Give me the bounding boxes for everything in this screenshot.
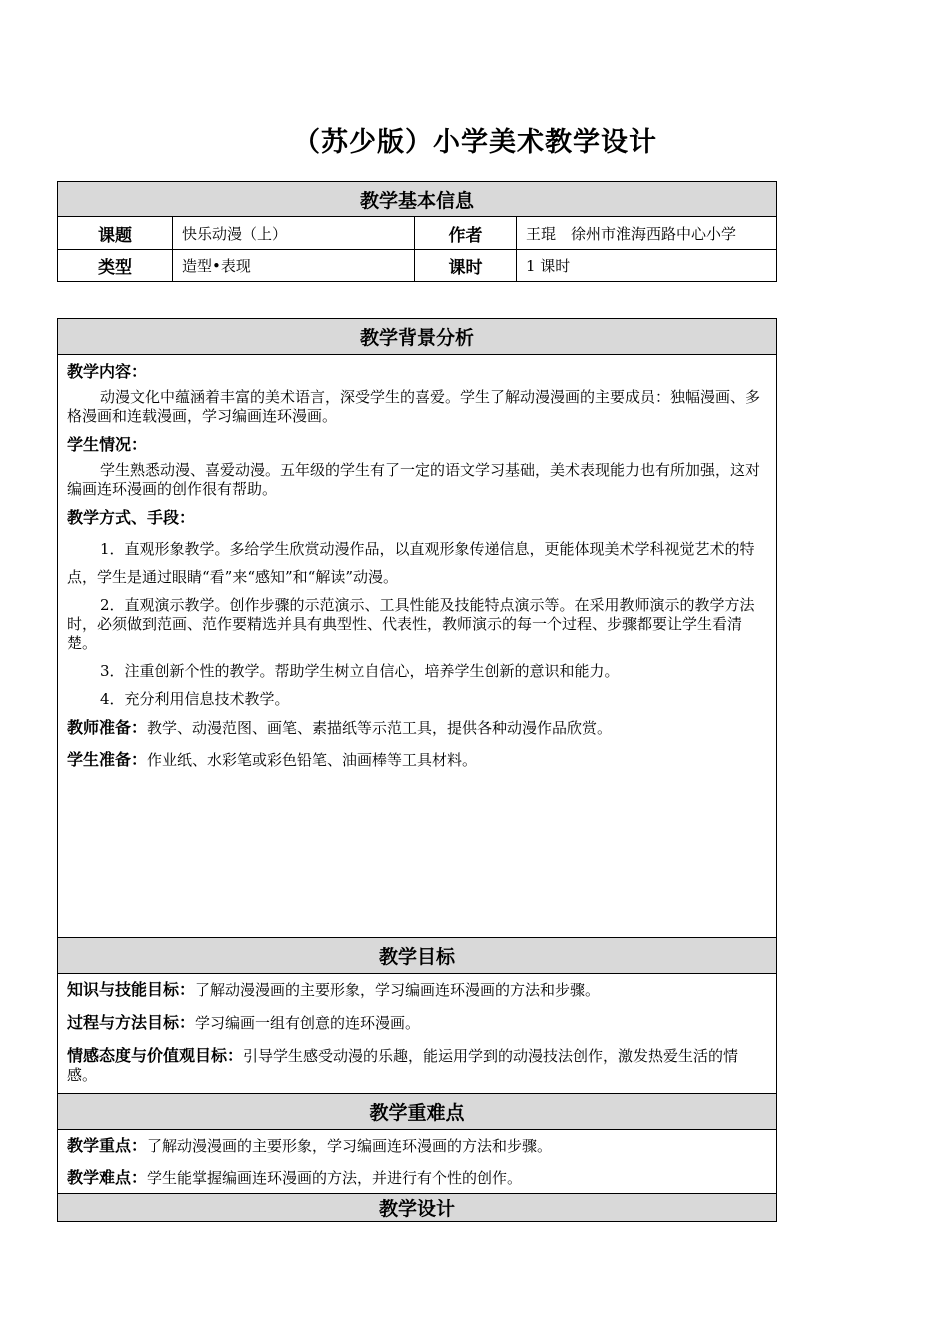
type-label: 类型: [58, 250, 173, 282]
emotion-objective: [67, 1046, 767, 1085]
content-text: 动漫文化中蕴涵着丰富的美术语言，深受学生的喜爱。学生了解动漫漫画的主要成员：独幅漫画、多格漫画和连载漫画，学习编画连环漫画。: [67, 388, 761, 425]
student-prep-text: 作业纸、水彩笔或彩色铅笔、油画棒等工具材料。: [147, 751, 478, 769]
difficult-text: 学生能掌握编画连环漫画的方法，并进行有个性的创作。: [147, 1169, 523, 1187]
objectives-header: 教学目标: [58, 938, 777, 974]
key-label: 教学重点：: [67, 1136, 148, 1155]
process-text: 学习编画一组有创意的连环漫画。: [195, 1014, 421, 1032]
document-title: （苏少版）小学美术教学设计: [293, 127, 657, 158]
method-item: 4．充分利用信息技术教学。: [100, 690, 290, 708]
process-objective: [67, 1013, 767, 1033]
basic-info-header: 教学基本信息: [58, 182, 777, 217]
topic-value: 快乐动漫（上）: [173, 217, 415, 250]
key-text: 了解动漫漫画的主要形象，学习编画连环漫画的方法和步骤。: [147, 1137, 553, 1155]
teacher-prep-text: 教学、动漫范图、画笔、素描纸等示范工具，提供各种动漫作品欣赏。: [147, 719, 613, 737]
design-header: 教学设计: [58, 1194, 777, 1222]
author-label: 作者: [415, 217, 517, 250]
difficult-point: [67, 1168, 767, 1188]
knowledge-objective: [67, 980, 767, 1000]
students-heading: 学生情况：: [67, 435, 148, 454]
objectives-content: [58, 974, 777, 1094]
key-point: [67, 1136, 767, 1156]
key-points-content: [58, 1130, 777, 1194]
hours-value: 1 课时: [517, 250, 777, 282]
background-header: 教学背景分析: [58, 319, 777, 355]
content-heading: 教学内容：: [67, 362, 148, 381]
knowledge-label: 知识与技能目标：: [67, 980, 196, 999]
knowledge-text: 了解动漫漫画的主要形象，学习编画连环漫画的方法和步骤。: [195, 981, 601, 999]
topic-label: 课题: [58, 217, 173, 250]
key-points-header: 教学重难点: [58, 1094, 777, 1130]
difficult-label: 教学难点：: [67, 1168, 148, 1187]
students-text: 学生熟悉动漫、喜爱动漫。五年级的学生有了一定的语文学习基础，美术表现能力也有所加强，这对编画连环漫画的创作很有帮助。: [67, 461, 761, 498]
lesson-plan-table: [57, 318, 777, 1222]
author-value: 王琨 徐州市淮海西路中心小学: [517, 217, 777, 250]
method-item: 2．直观演示教学。创作步骤的示范演示、工具性能及技能特点演示等。在采用教师演示的教学方法时，必须做到范画、范作要精选并具有典型性、代表性，教师演示的每一个过程、步骤都要让学生看清楚。: [67, 596, 755, 652]
teacher-prep-label: 教师准备：: [67, 718, 148, 737]
method-item: 3．注重创新个性的教学。帮助学生树立自信心，培养学生创新的意识和能力。: [100, 662, 620, 680]
process-label: 过程与方法目标：: [67, 1013, 196, 1032]
background-content: [58, 355, 777, 938]
emotion-text: 引导学生感受动漫的乐趣，能运用学到的动漫技法创作，激发热爱生活的情感。: [67, 1047, 739, 1084]
type-value: 造型•表现: [173, 250, 415, 282]
student-prep: [67, 750, 767, 770]
student-prep-label: 学生准备：: [67, 750, 148, 769]
basic-info-table: [57, 181, 777, 282]
teacher-prep: [67, 718, 767, 738]
emotion-label: 情感态度与价值观目标：: [67, 1046, 244, 1065]
method-item: 1．直观形象教学。多给学生欣赏动漫作品，以直观形象传递信息，更能体现美术学科视觉艺术的特点，学生是通过眼睛“看”来“感知”和“解读”动漫。: [67, 540, 755, 586]
methods-heading: 教学方式、手段：: [67, 508, 196, 527]
hours-label: 课时: [415, 250, 517, 282]
